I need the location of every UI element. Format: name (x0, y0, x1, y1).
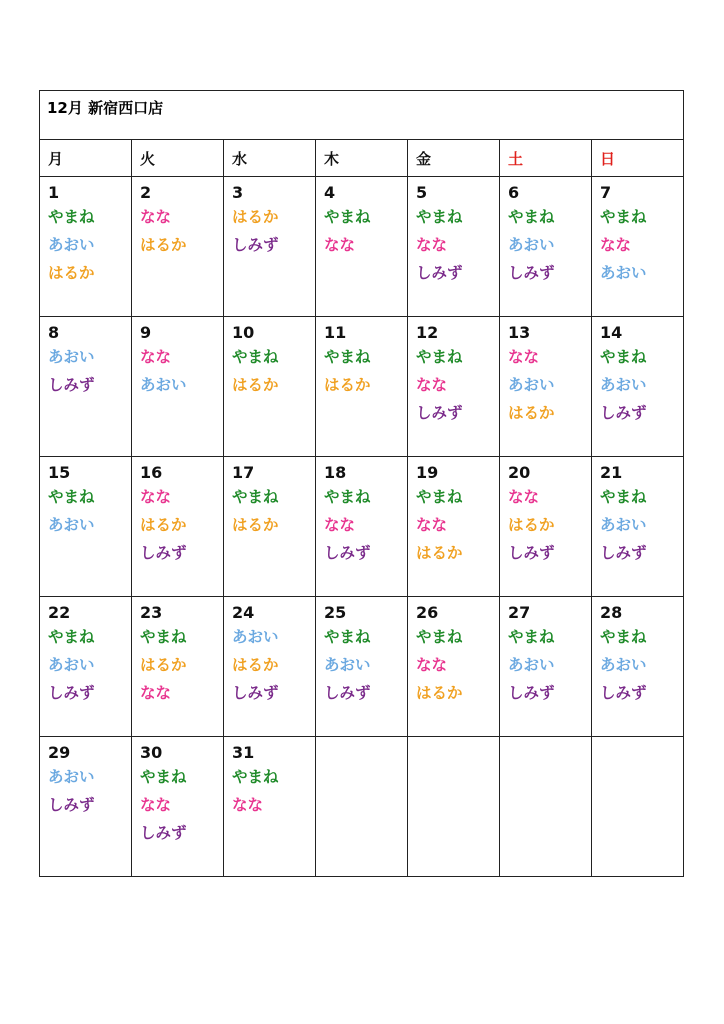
day-number: 12 (416, 323, 439, 342)
staff-name: やまね (232, 348, 279, 366)
day-number: 14 (600, 323, 623, 342)
weekday-header-cell (224, 140, 316, 177)
empty-day-cell (316, 737, 408, 877)
weekday-label: 火 (140, 150, 156, 168)
day-cell (224, 457, 316, 597)
staff-name: はるか (140, 236, 187, 254)
weekday-header-cell (316, 140, 408, 177)
staff-name: はるか (508, 404, 555, 422)
staff-name: やまね (600, 488, 647, 506)
staff-name: あおい (508, 656, 555, 674)
staff-name: あおい (48, 236, 95, 254)
day-number: 9 (140, 323, 152, 342)
staff-name: はるか (416, 544, 463, 562)
staff-name: はるか (232, 376, 279, 394)
calendar-title: 12月 新宿西口店 (47, 99, 164, 117)
calendar-title-cell (40, 91, 684, 140)
staff-name: はるか (140, 656, 187, 674)
staff-name: あおい (600, 656, 647, 674)
day-cell (224, 597, 316, 737)
staff-name: やまね (416, 628, 463, 646)
staff-name: なな (140, 488, 172, 506)
day-cell (40, 597, 132, 737)
staff-name: やまね (324, 208, 371, 226)
day-number: 7 (600, 183, 612, 202)
week-row (40, 457, 684, 597)
staff-name: あおい (324, 656, 371, 674)
day-number: 19 (416, 463, 439, 482)
staff-name: なな (508, 348, 540, 366)
empty-day-cell (500, 737, 592, 877)
staff-name: しみず (48, 684, 95, 702)
day-number: 26 (416, 603, 439, 622)
day-cell (132, 737, 224, 877)
staff-name: あおい (600, 264, 647, 282)
week-row (40, 177, 684, 317)
day-cell (408, 317, 500, 457)
day-number: 10 (232, 323, 255, 342)
week-row (40, 737, 684, 877)
staff-name: やまね (324, 348, 371, 366)
staff-name: しみず (232, 236, 279, 254)
staff-name: あおい (232, 628, 279, 646)
title-row (40, 91, 684, 140)
staff-name: しみず (508, 544, 555, 562)
day-cell (500, 317, 592, 457)
staff-name: あおい (600, 376, 647, 394)
day-number: 17 (232, 463, 255, 482)
day-number: 16 (140, 463, 163, 482)
staff-name: しみず (324, 544, 371, 562)
day-cell (500, 177, 592, 317)
staff-name: なな (140, 208, 172, 226)
weekday-label: 金 (416, 150, 432, 168)
staff-name: やまね (416, 208, 463, 226)
day-number: 13 (508, 323, 531, 342)
day-cell (132, 597, 224, 737)
staff-name: やまね (600, 628, 647, 646)
day-cell (500, 457, 592, 597)
day-cell (592, 317, 684, 457)
staff-name: はるか (324, 376, 371, 394)
staff-name: あおい (508, 376, 555, 394)
staff-name: あおい (140, 376, 187, 394)
day-number: 28 (600, 603, 623, 622)
day-cell (132, 177, 224, 317)
empty-day-cell (408, 737, 500, 877)
staff-name: しみず (600, 404, 647, 422)
staff-name: やまね (48, 488, 95, 506)
calendar-table (39, 90, 684, 877)
staff-name: しみず (508, 264, 555, 282)
staff-name: やまね (48, 628, 95, 646)
weekday-label: 日 (600, 150, 616, 168)
day-number: 27 (508, 603, 531, 622)
staff-name: なな (416, 236, 448, 254)
day-number: 21 (600, 463, 623, 482)
staff-name: やまね (600, 208, 647, 226)
staff-name: はるか (232, 516, 279, 534)
staff-name: なな (508, 488, 540, 506)
staff-name: やまね (324, 488, 371, 506)
staff-name: なな (140, 796, 172, 814)
day-number: 31 (232, 743, 255, 762)
day-number: 2 (140, 183, 152, 202)
weekday-label: 水 (232, 150, 248, 168)
weekday-header-cell (592, 140, 684, 177)
staff-name: なな (600, 236, 632, 254)
weekday-header-row (40, 140, 684, 177)
day-cell (224, 317, 316, 457)
staff-name: やまね (140, 768, 187, 786)
day-cell (40, 177, 132, 317)
staff-name: はるか (416, 684, 463, 702)
staff-name: やまね (324, 628, 371, 646)
staff-name: なな (232, 796, 264, 814)
day-cell (132, 317, 224, 457)
staff-name: やまね (508, 628, 555, 646)
day-cell (316, 597, 408, 737)
week-row (40, 597, 684, 737)
day-number: 15 (48, 463, 71, 482)
day-number: 5 (416, 183, 428, 202)
weekday-label: 土 (508, 150, 524, 168)
day-cell (592, 177, 684, 317)
day-cell (592, 597, 684, 737)
day-cell (408, 457, 500, 597)
day-cell (316, 177, 408, 317)
day-number: 30 (140, 743, 163, 762)
staff-name: しみず (48, 796, 95, 814)
day-cell (224, 737, 316, 877)
staff-name: しみず (140, 824, 187, 842)
day-number: 4 (324, 183, 336, 202)
staff-name: やまね (140, 628, 187, 646)
staff-name: やまね (508, 208, 555, 226)
staff-name: なな (416, 656, 448, 674)
staff-name: はるか (48, 264, 95, 282)
day-number: 23 (140, 603, 163, 622)
empty-day-cell (592, 737, 684, 877)
staff-name: しみず (232, 684, 279, 702)
staff-name: はるか (508, 516, 555, 534)
staff-name: あおい (48, 656, 95, 674)
day-cell (316, 317, 408, 457)
staff-name: なな (324, 516, 356, 534)
staff-name: しみず (600, 544, 647, 562)
week-row (40, 317, 684, 457)
day-cell (40, 317, 132, 457)
staff-name: しみず (324, 684, 371, 702)
day-cell (316, 457, 408, 597)
staff-name: なな (140, 348, 172, 366)
staff-name: しみず (140, 544, 187, 562)
staff-name: なな (324, 236, 356, 254)
staff-name: しみず (600, 684, 647, 702)
staff-name: はるか (232, 208, 279, 226)
weekday-label: 月 (48, 150, 64, 168)
day-cell (224, 177, 316, 317)
staff-name: しみず (416, 264, 463, 282)
staff-name: やまね (600, 348, 647, 366)
weekday-header-cell (40, 140, 132, 177)
weekday-header-cell (132, 140, 224, 177)
staff-name: あおい (48, 516, 95, 534)
day-cell (500, 597, 592, 737)
staff-name: あおい (508, 236, 555, 254)
day-number: 6 (508, 183, 520, 202)
staff-name: しみず (508, 684, 555, 702)
day-number: 8 (48, 323, 60, 342)
day-number: 25 (324, 603, 347, 622)
staff-name: しみず (48, 376, 95, 394)
calendar-body (40, 177, 684, 877)
weekday-header-cell (408, 140, 500, 177)
staff-name: なな (416, 376, 448, 394)
staff-name: やまね (416, 348, 463, 366)
staff-name: あおい (48, 768, 95, 786)
staff-name: はるか (140, 516, 187, 534)
day-number: 20 (508, 463, 531, 482)
staff-name: やまね (416, 488, 463, 506)
staff-name: はるか (232, 656, 279, 674)
staff-name: なな (140, 684, 172, 702)
staff-name: あおい (600, 516, 647, 534)
day-number: 22 (48, 603, 71, 622)
staff-name: しみず (416, 404, 463, 422)
day-number: 11 (324, 323, 347, 342)
day-cell (132, 457, 224, 597)
day-cell (40, 457, 132, 597)
day-number: 18 (324, 463, 347, 482)
day-cell (408, 597, 500, 737)
weekday-label: 木 (324, 150, 340, 168)
day-number: 3 (232, 183, 244, 202)
staff-name: やまね (232, 768, 279, 786)
day-cell (408, 177, 500, 317)
day-number: 1 (48, 183, 60, 202)
staff-name: やまね (48, 208, 95, 226)
staff-name: やまね (232, 488, 279, 506)
staff-name: なな (416, 516, 448, 534)
day-number: 24 (232, 603, 255, 622)
day-number: 29 (48, 743, 71, 762)
day-cell (592, 457, 684, 597)
staff-name: あおい (48, 348, 95, 366)
weekday-header-cell (500, 140, 592, 177)
day-cell (40, 737, 132, 877)
